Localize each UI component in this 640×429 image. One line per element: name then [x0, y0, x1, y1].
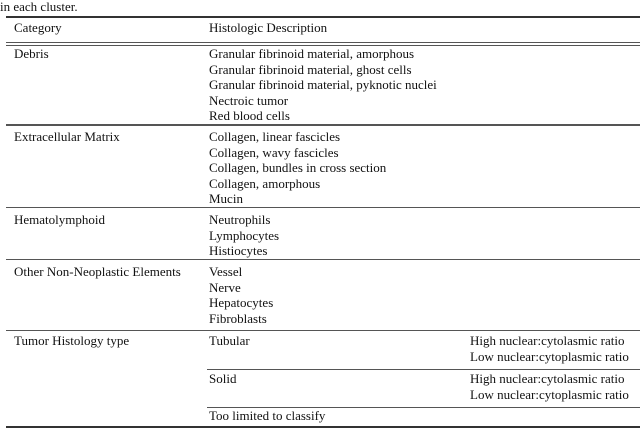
group-rule: [6, 207, 640, 208]
description-item: Granular fibrinoid material, pyknotic nuclei: [209, 77, 437, 93]
description-item: Lymphocytes: [209, 227, 280, 243]
description-item: Mucin: [209, 191, 243, 207]
tumor-type: Tubular: [209, 333, 250, 348]
description-item: Fibroblasts: [209, 310, 267, 326]
group-rule: [6, 124, 640, 126]
description-item: Collagen, wavy fascicles: [209, 144, 339, 160]
header-category: Category: [14, 20, 62, 35]
category-label: Hematolymphoid: [14, 212, 105, 227]
tumor-type: Solid: [209, 371, 237, 386]
table-caption: in each cluster.: [0, 0, 78, 14]
tumor-type: Too limited to classify: [209, 408, 326, 423]
tumor-subtype: High nuclear:cytolasmic ratio: [470, 371, 625, 386]
description-item: Histiocytes: [209, 243, 268, 259]
tumor-subtype: Low nuclear:cytoplasmic ratio: [470, 386, 629, 402]
description-item: Neutrophils: [209, 212, 271, 227]
description-item: Granular fibrinoid material, ghost cells: [209, 61, 412, 77]
description-item: Collagen, amorphous: [209, 175, 321, 191]
tumor-subtype: High nuclear:cytolasmic ratio: [470, 333, 625, 348]
category-tumor: Tumor Histology type: [14, 333, 130, 348]
tumor-subtype: Low nuclear:cytoplasmic ratio: [470, 348, 629, 364]
bottom-rule: [6, 426, 640, 428]
description-item: Hepatocytes: [209, 295, 274, 311]
category-label: Debris: [14, 46, 49, 61]
description-item: Red blood cells: [209, 108, 290, 124]
group-rule: [6, 259, 640, 260]
description-item: Vessel: [209, 264, 243, 279]
group-rule: [6, 330, 640, 331]
category-label: Other Non-Neoplastic Elements: [14, 264, 181, 279]
description-item: Nectroic tumor: [209, 92, 289, 108]
row-rule: [207, 369, 640, 370]
description-item: Granular fibrinoid material, amorphous: [209, 46, 415, 61]
description-item: Collagen, linear fascicles: [209, 129, 341, 144]
header-description: Histologic Description: [209, 20, 328, 35]
header-rule: [6, 42, 640, 43]
category-label: Extracellular Matrix: [14, 129, 120, 144]
description-item: Nerve: [209, 279, 241, 295]
description-item: Collagen, bundles in cross section: [209, 160, 387, 176]
top-rule: [6, 16, 640, 18]
